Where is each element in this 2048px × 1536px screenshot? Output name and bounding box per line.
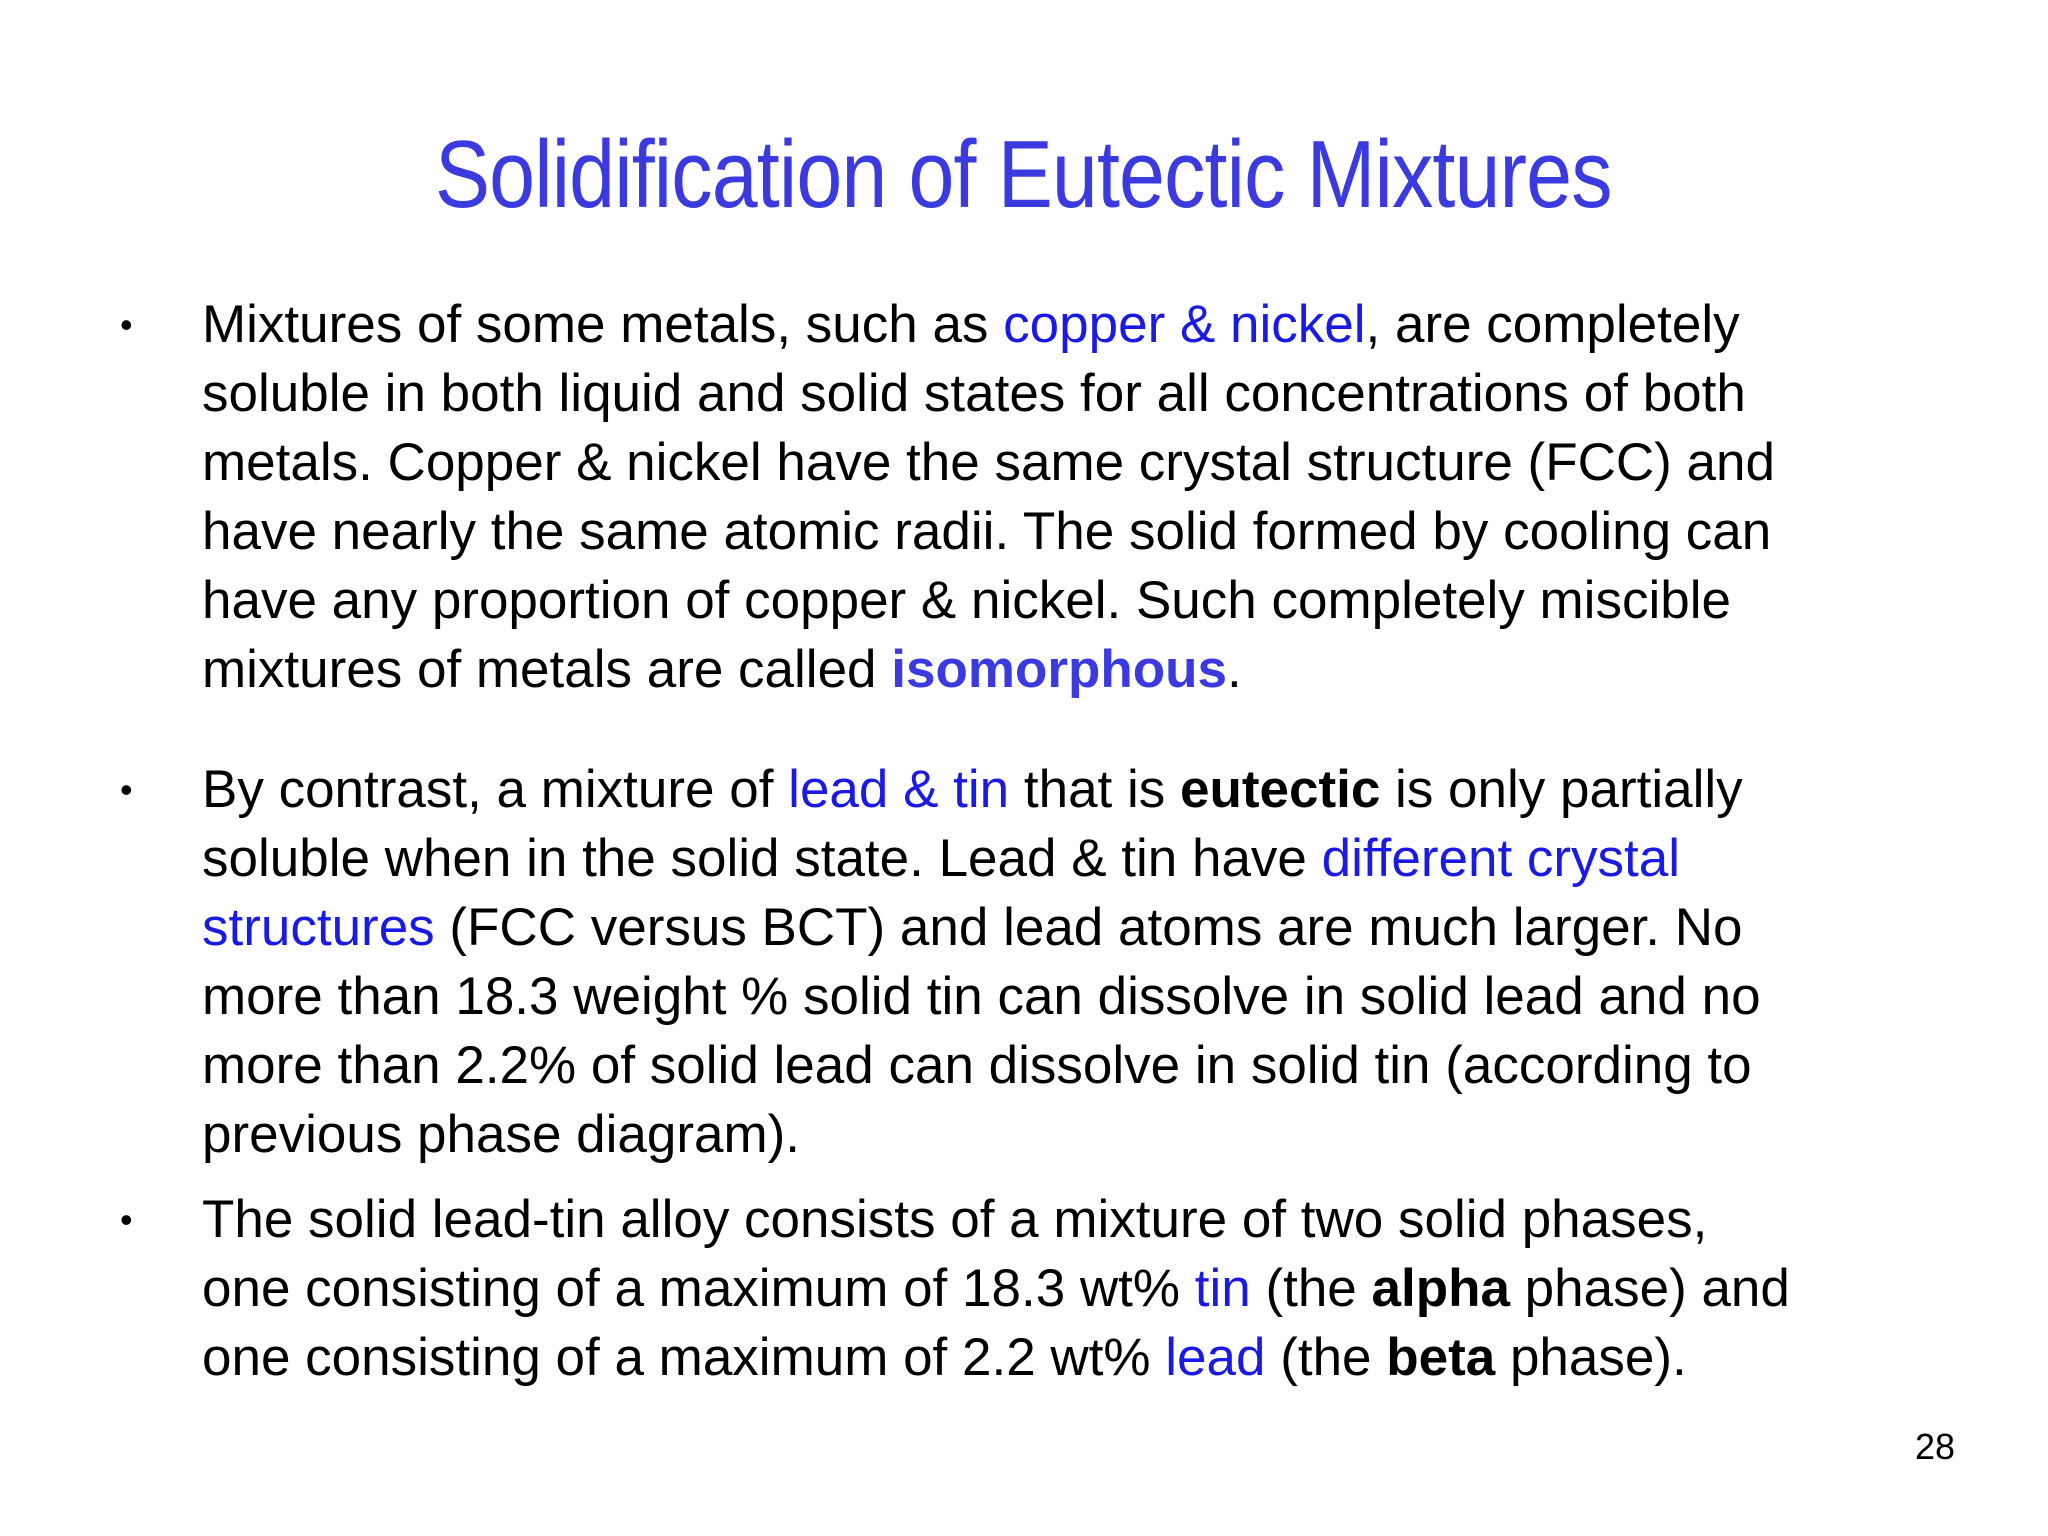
bullet-text [202,1185,2048,1392]
text-run: (the [1265,1328,1387,1387]
text-run: The solid lead-tin alloy consists of a mixture of two solid phases, [202,1190,1708,1249]
emphasized-term: eutectic [1180,760,1381,819]
bullet-line [202,1323,2048,1392]
text-run: previous phase diagram). [202,1105,801,1164]
text-run: have any proportion of copper & nickel. Such completely miscible [202,571,1731,630]
slide-title: Solidification of Eutectic Mixtures [434,121,1612,228]
text-run: more than 2.2% of solid lead can dissolve in solid tin (according to [202,1036,1752,1095]
bullet-line [202,1185,2048,1254]
text-run: phase) and [1509,1259,1790,1318]
bullet-line [202,1100,2048,1169]
text-run: By contrast, a mixture of [202,760,789,819]
emphasized-term: structures [202,898,435,957]
bullet-dot-icon: • [120,769,133,810]
bullet-line [202,359,2048,428]
text-run: , are completely [1365,295,1740,354]
text-run: soluble when in the solid state. Lead & tin have [202,829,1322,888]
bullet-line [202,635,2048,704]
emphasized-term: alpha [1371,1259,1510,1318]
bullet-line [202,962,2048,1031]
bullet-line [202,893,2048,962]
text-run: (the [1250,1259,1372,1318]
text-run: that is [1009,760,1181,819]
text-run: more than 18.3 weight % solid tin can dissolve in solid lead and no [202,967,1761,1026]
text-run: . [1226,640,1242,699]
bullet-line [202,290,2048,359]
emphasized-term: copper & nickel [1003,295,1366,354]
bullet-text [202,755,2048,1169]
bullet-dot-icon: • [120,304,133,345]
text-run: (FCC versus BCT) and lead atoms are much larger. No [434,898,1743,957]
text-run: mixtures of metals are called [202,640,892,699]
emphasized-term: tin [1194,1259,1251,1318]
bullet-line [202,566,2048,635]
text-run: Mixtures of some metals, such as [202,295,1004,354]
text-run: have nearly the same atomic radii. The solid formed by cooling can [202,502,1772,561]
bullet-line [202,1031,2048,1100]
text-run: metals. Copper & nickel have the same crystal structure (FCC) and [202,433,1775,492]
bullet-line [202,824,2048,893]
bullet-line [202,497,2048,566]
emphasized-term: different crystal [1321,829,1681,888]
bullet-line [202,1254,2048,1323]
bullet-line [202,755,2048,824]
bullet-text [202,290,2048,704]
emphasized-term: lead [1165,1328,1266,1387]
text-run: one consisting of a maximum of 18.3 wt% [202,1259,1195,1318]
text-run: phase). [1495,1328,1687,1387]
text-run: one consisting of a maximum of 2.2 wt% [202,1328,1166,1387]
bullet-line [202,428,2048,497]
emphasized-term: beta [1386,1328,1496,1387]
text-run: soluble in both liquid and solid states for all concentrations of both [202,364,1746,423]
emphasized-term: isomorphous [891,640,1227,699]
emphasized-term: lead & tin [788,760,1010,819]
bullet-dot-icon: • [120,1199,133,1240]
page-number: 28 [1914,1426,1955,1467]
text-run: is only partially [1380,760,1743,819]
